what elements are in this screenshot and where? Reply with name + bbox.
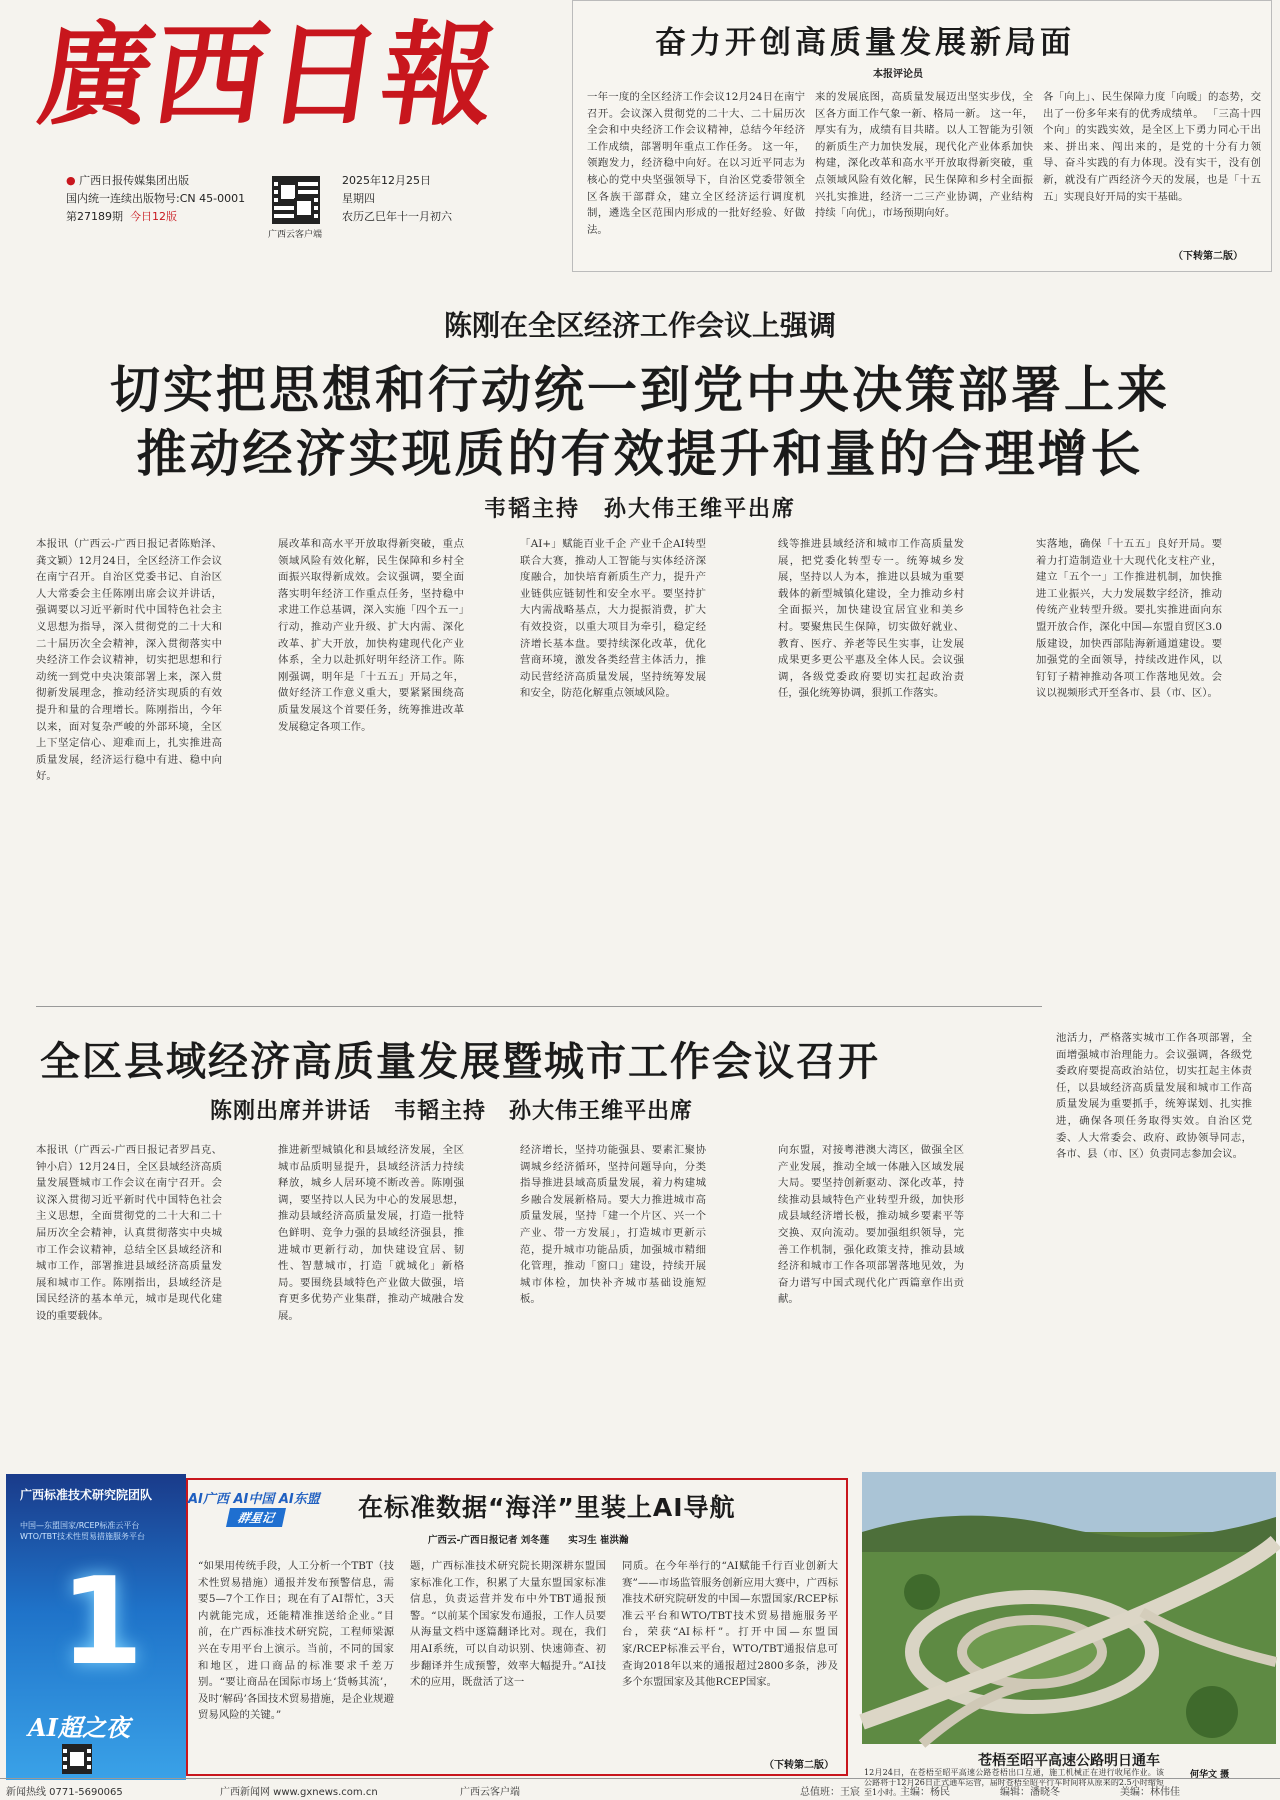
qr-code-icon[interactable] [272, 176, 320, 224]
footer-hotline: 新闻热线 0771-5690065 [6, 1787, 123, 1798]
lead-kicker: 陈刚在全区经济工作会议上强调 [443, 309, 836, 342]
poster-qr-icon[interactable] [62, 1744, 92, 1774]
masthead-logo: 廣西日報 [31, 10, 506, 141]
poster-subtitle: 中国—东盟国家/RCEP标准云平台 WTO/TBT技术性贸易措施服务平台 [20, 1521, 146, 1541]
lead-col-4: 线等推进县域经济和城市工作高质量发展，把党委化转型专一。统筹城乡发展，坚持以人为本，推进以县城为重要载体的新型城镇化建设，全力推动乡村全面振兴，加快建设宜居宜业和美乡村。要聚焦民生保障，切实做好就业、教育、医疗、养老等民生实事，让发展成果更多更公平惠及全体人民。会议强调，各级党委政府要切实扛起政治责任，强化统筹协调，狠抓工作落实。 [778, 538, 964, 700]
ai-col-1: “如果用传统手段，人工分析一个TBT（技术性贸易措施）通报并发布预警信息，需要5—7个工作日；现在有了AI帮忙，3天内就能完成，还能精准推送给企业。”目前，在广西标准技术研究院，工程师梁源兴在专用平台上演示。当前，不同的国家和地区，进口商品的标准要求千差万别。“要让商品在国际市场上‘货畅其流’，及时‘解码’各国技术贸易措施，是企业规避贸易风险的关键。” [198, 1560, 394, 1722]
brand-ai-asean: AI东盟 [278, 1492, 320, 1507]
brand-ai-china: AI中国 [233, 1492, 275, 1507]
editorial-col-3: 各「向上」、民生保障力度「向暖」的态势，交出了一份多年来有的优秀成绩单。 「三高十四个向」的实践实效，是全区上下勇力同心干出来、拼出来、闯出来的，是党的十分有力领导、奋斗实践的有力体现。没有实干，没有创新，就没有广西经济今天的发展，也是「十五五」实现良好开局的实干基础。 [1043, 91, 1261, 203]
cn-number: 国内统一连续出版物号:CN 45-0001 [66, 192, 246, 205]
qr-label: 广西云客户端 [268, 230, 323, 240]
lead-col-1: 本报讯（广西云-广西日报记者陈贻泽、龚文颖）12月24日，全区经济工作会议在南宁召开。自治区党委书记、自治区人大常委会主任陈刚出席会议并讲话，强调要以习近平新时代中国特色社会主义思想为指导，深入贯彻党的二十大和二十届历次全会精神，深入贯彻落实中央经济工作会议精神，切实把思想和行动统一到党中央决策部署上来，深入贯彻新发展理念，推动经济实现质的有效提升和量的合理增长。陈刚指出，今年以来，面对复杂严峻的外部环境，全区上下坚定信心、迎难而上，扎实推进高质量发展，经济运行稳中有进、稳中向好。 [36, 538, 222, 783]
editorial-box [572, 0, 1272, 272]
second-headline: 全区县域经济高质量发展暨城市工作会议召开 [40, 1039, 880, 1085]
second-col-5: 池活力，严格落实城市工作各项部署，全面增强城市治理能力。会议强调，各级党委政府要提高政治站位，切实扛起主体责任，以县域经济高质量发展和城市工作高质量发展为重要抓手，统筹谋划、扎实推进，确保各项任务取得实效。自治区党委、人大常委会、政府、政协领导同志，各市、县（市、区）负责同志参加会议。 [1056, 1032, 1252, 1161]
poster-title: 广西标准技术研究院团队 [20, 1488, 153, 1502]
editorial-byline: 本报评论员 [873, 69, 923, 80]
brand-ai-guangxi: AI广西 [188, 1492, 229, 1507]
editorial-continued[interactable]: （下转第二版） [1173, 251, 1243, 262]
highway-interchange-illustration [862, 1472, 1276, 1744]
ai-col-2: 题，广西标准技术研究院长期深耕东盟国家标准化工作，积累了大量东盟国家标准信息，负责运营并发布中外TBT通报预警。“以前某个国家发布通报，工作人员要从海量文档中逐篇翻译比对。现在，我们用AI系统，可以自动识别、快速筛查、初步翻译并生成预警，效率大幅提升。”AI技术的应用，既盘活了这一 [410, 1560, 606, 1689]
second-col-3: 经济增长，坚持功能强县、要素汇聚协调城乡经济循环，坚持问题导向，分类指导推进县域高质量发展，着力构建城乡融合发展新格局。要大力推进城市高质量发展，坚持「建一个片区、兴一个产业、带一方发展」，打造城市更新示范，提升城市功能品质，加强城市精细化管理，推动「窗口」建设，持续开展城市体检，加快补齐城市基础设施短板。 [520, 1144, 706, 1306]
second-col-1: 本报讯（广西云-广西日报记者罗昌克、钟小启）12月24日，全区县域经济高质量发展暨城市工作会议在南宁召开。会议深入贯彻习近平新时代中国特色社会主义思想，全面贯彻党的二十大和二十届历次全会精神，认真贯彻落实中央城市工作会议精神，总结全区县域经济和城市工作，部署推进县域经济高质量发展和城市工作。陈刚指出，县域经济是国民经济的基本单元，城市是现代化建设的重要载体。 [36, 1144, 222, 1322]
second-col-4: 向东盟，对接粤港澳大湾区，做强全区产业发展，推动全域一体融入区域发展大局。要坚持创新驱动、深化改革，持续推动县域特色产业转型升级，加快形成县域经济增长极，推动城乡要素平等交换、双向流动。要加强组织领导，完善工作机制，强化政策支持，推动县域经济和城市工作各项部署落地见效，为奋力谱写中国式现代化广西篇章作出贡献。 [778, 1144, 964, 1306]
ai-article-frame [186, 1478, 848, 1776]
second-col-2: 推进新型城镇化和县域经济发展，全区城市品质明显提升，县域经济活力持续释放，城乡人居环境不断改善。陈刚强调，要坚持以人民为中心的发展思想，推动县域经济高质量发展，打造一批特色鲜明、竞争力强的县域经济强县，推进城市更新行动，加快建设宜居、韧性、智慧城市，打造「就城化」新格局。要围绕县域特色产业做大做强，培育更多优势产业集群，推动产城融合发展。 [278, 1144, 464, 1322]
footer-duty: 总值班：王宸 [800, 1787, 860, 1798]
lead-subtitle: 韦韬主持 孙大伟王维平出席 [483, 496, 796, 522]
bullet-icon: ● [66, 174, 76, 187]
lead-col-2: 展改革和高水平开放取得新突破，重点领域风险有效化解，民生保障和乡村全面振兴取得新成效。会议强调，要全面落实明年经济工作重点任务，坚持稳中求进工作总基调，深入实施「四个五一」行动，推动产业升级、扩大内需、深化改革、扩大开放，加快构建现代化产业体系，全力以赴抓好明年经济工作。陈刚强调，明年是「十五五」开局之年，做好经济工作意义重大，要紧紧围绕高质量发展这个首要任务，统筹推进改革发展稳定各项工作。 [278, 538, 464, 733]
footer-website[interactable]: 广西新闻网 www.gxnews.com.cn [220, 1787, 378, 1798]
ai-byline: 广西云-广西日报记者 刘冬莲 实习生 崔洪瀚 [428, 1535, 629, 1546]
lead-col-3: 「AI+」赋能百业千企 产业千企AI转型联合大赛，推动人工智能与实体经济深度融合，加快培育新质生产力，提升产业链供应链韧性和安全水平。要坚持扩大内需战略基点，大力提振消费，扩大有效投资，以重大项目为牵引，稳定经济增长基本盘。要持续深化改革，优化营商环境，激发各类经营主体活力，推动民营经济高质量发展，坚持统筹发展和安全，防范化解重点领域风险。 [520, 538, 706, 700]
issue-number: 第27189期 [66, 210, 123, 223]
photo-caption-title: 苍梧至昭平高速公路明日通车 [978, 1753, 1160, 1769]
publication-info [66, 172, 266, 226]
photo-credit: 何华文 摄 [1190, 1770, 1230, 1780]
highway-photo [862, 1472, 1276, 1744]
lead-headline-line-2: 推动经济实现质的有效提升和量的合理增长 [136, 425, 1144, 483]
ai-article-title: 在标准数据“海洋”里装上AI导航 [358, 1493, 736, 1522]
page-footer [0, 1778, 1280, 1800]
second-subtitle: 陈刚出席并讲话 韦韬主持 孙大伟王维平出席 [210, 1098, 694, 1124]
ai-brand-row [188, 1488, 320, 1507]
lunar-date: 农历乙巳年十一月初六 [342, 210, 452, 223]
editorial-col-2: 来的发展底图，高质量发展迈出坚实步伐，全区各方面工作气象一新、格局一新。 这一年，厚实有为，成绩有目共睹。以人工智能为引领的新质生产力加快发展，现代化产业体系加快构建，深化改革和高水平开放取得新突破，重点领域风险有效化解，民生保障和乡村全面振兴扎实推进，经济一二三产业协调，产业结构持续「向优」，市场预期向好。 [815, 91, 1033, 220]
photo-caption: 12月24日，在苍梧至昭平高速公路苍梧出口互通，施工机械正在进行收尾作业。该公路将于12月26日正式通车运营，届时苍梧至昭平行车时间将从原来的2.5小时缩短至1小时。 [864, 1768, 1164, 1797]
lead-headline-line-1: 切实把思想和行动统一到党中央决策部署上来 [110, 361, 1170, 419]
footer-designer: 美编：林伟佳 [1120, 1787, 1180, 1798]
ai-continued[interactable]: （下转第二版） [764, 1760, 834, 1771]
lead-col-5: 实落地，确保「十五五」良好开局。要着力打造制造业十大现代化支柱产业，建立「五个一」工作推进机制，加快推进工业振兴，大力发展数字经济，推动传统产业转型升级。要扎实推进面向东盟开放合作，深化中国—东盟自贸区3.0版建设，加快西部陆海新通道建设。要加强党的全面领导，持续改进作风，以钉钉子精神推动各项工作落地见效。会议以视频形式开至各市、县（市、区）。 [1036, 538, 1222, 700]
footer-chief-editor: 主编：杨民 [900, 1787, 950, 1798]
ai-poster-image [6, 1474, 186, 1780]
footer-editor: 编辑：潘晓冬 [1000, 1787, 1060, 1798]
ai-column-tag: 群星记 [226, 1508, 286, 1527]
date-info [342, 172, 532, 226]
publisher: 广西日报传媒集团出版 [79, 174, 190, 187]
poster-slogan: AI超之夜 [28, 1713, 130, 1742]
ai-col-3: 同质。在今年举行的“AI赋能千行百业创新大赛”——市场监管服务创新应用大赛中，广西标准技术研究院研发的中国—东盟国家/RCEP标准云平台和WTO/TBT技术贸易措施服务平台，荣获“AI标杆”。打开中国—东盟国家/RCEP标准云平台，WTO/TBT通报信息可查询2018年以来的通报超过2800多条，涉及多个东盟国家及其他RCEP国家。 [622, 1560, 838, 1689]
footer-app[interactable]: 广西云客户端 [460, 1787, 520, 1798]
weekday: 星期四 [342, 192, 375, 205]
poster-big-number: 1 [60, 1553, 144, 1692]
editorial-title: 奋力开创高质量发展新局面 [655, 25, 1075, 61]
divider [36, 1006, 1042, 1007]
issue-date: 2025年12月25日 [342, 174, 431, 187]
page-count: 今日12版 [130, 210, 177, 223]
editorial-col-1: 一年一度的全区经济工作会议12月24日在南宁召开。会议深入贯彻党的二十大、二十届历次全会和中央经济工作会议精神，总结今年经济工作成绩，部署明年重点工作任务。 这一年，领跑发力，经济稳中向好。在以习近平同志为核心的党中央坚强领导下，自治区党委带领全区各族干部群众，建立全区经济运行调度机制，遴选全区范围内形成的一批好经验、好做法。 [587, 91, 805, 236]
